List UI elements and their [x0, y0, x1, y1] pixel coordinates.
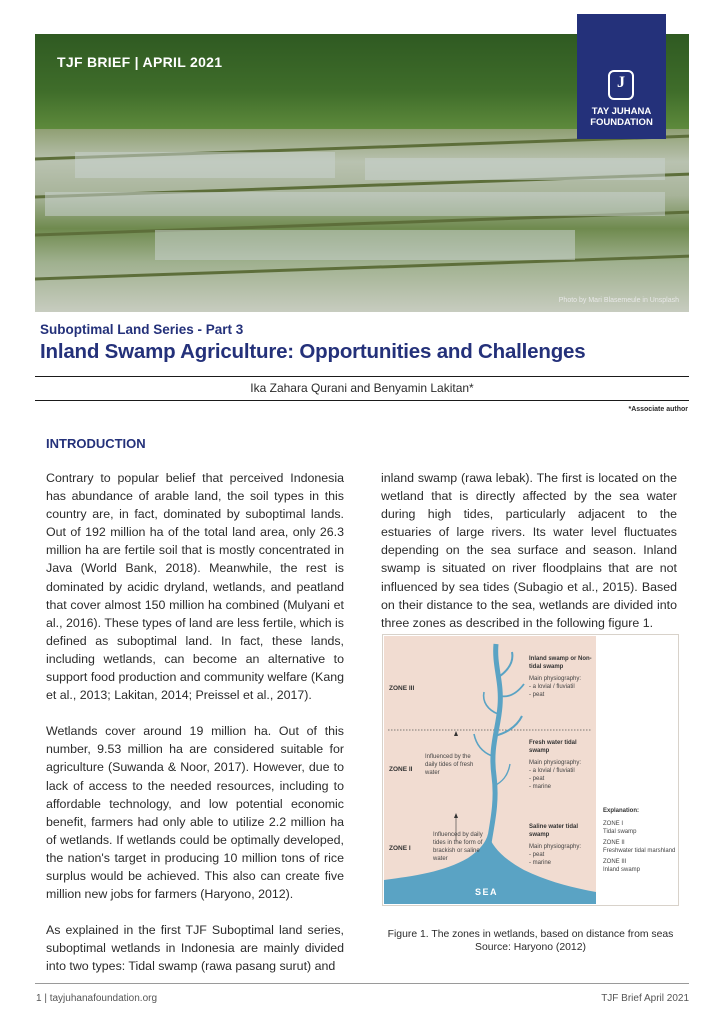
zone3-description: [529, 655, 593, 699]
zone3-phys: Main physiography:: [529, 676, 582, 682]
divider: [35, 376, 689, 377]
wetland-zones-figure: [382, 634, 679, 906]
river-branch: [500, 652, 512, 676]
divider: [35, 400, 689, 401]
paragraph: Contrary to popular belief that perceived Indonesia has abundance of arable land, the soil types in this country are, in fact, dominated by suboptimal lands. Out of 192 million ha of the total land area, only 26.3 million ha are fertile soil that is mostly concentrated in Java (World Bank, 2018). Meanwhile, the rest is dominated by acidic dryland, wetlands, and peatland that cover almost 150 million ha combined (Mulyani et al., 2016). These types of land are less fertile, which is defined as suboptimal land. In fact, these lands, including wetlands, can become an alternative to support food production and community welfare (Kang et al., 2013; Lakitan, 2014; Preissel et al., 2017).: [46, 471, 344, 703]
explanation-zone2: ZONE II Freshwater tidal marshland: [603, 840, 676, 854]
brief-tag: TJF BRIEF | APRIL 2021: [57, 54, 223, 70]
paragraph: Wetlands cover around 19 million ha. Out of this number, 9.53 million ha are considered suitable for agriculture (Suwanda & Noor, 2017). However, due to lack of access to the needed resources, including to affordable technology, and low potential economic benefit, farmers had only able to utilize 2.2 million ha of wetlands. If wetlands could be optimally developed, the nation's target in producing 10 million tons of rice surplus would be achieved. This also can create five million new jobs for farmers (Haryono, 2012).: [46, 724, 344, 902]
paddy-water: [75, 152, 335, 178]
zone2-phys: Main physiography:: [529, 760, 582, 766]
river-branch: [500, 684, 524, 696]
zone3-title: Inland swamp or Non-tidal swamp: [529, 656, 592, 670]
explanation-zone1: ZONE I Tidal swamp: [603, 821, 637, 835]
photo-credit: Photo by Mari Blasemeule in Unsplash: [558, 297, 679, 304]
paragraph: inland swamp (rawa lebak). The first is located on the wetland that is directly affected by the sea water during high tides, particularly adjacent to the estuaries of large rivers. Its water level fluctuates depending on the sea surface and season. Inland swamp is situated on river floodplains that are not influenced by sea tides (Subagio et al., 2015). Based on their distance to the sea, wetlands are divided into three zones as described in the following figure 1.: [381, 471, 677, 630]
sea-label: SEA: [475, 887, 499, 897]
arrow-head: [454, 813, 458, 818]
section-heading: INTRODUCTION: [46, 436, 146, 451]
explanation-zone3: ZONE III Inland swamp: [603, 859, 641, 873]
footer-divider: [35, 983, 689, 984]
zone1-title: Saline water tidal swamp: [529, 824, 579, 838]
logo-letter: J: [617, 74, 625, 91]
author-note: *Associate author: [628, 406, 688, 413]
figure-caption-title: Figure 1. The zones in wetlands, based on distance from seas: [387, 929, 674, 940]
foundation-name-line2: FOUNDATION: [590, 117, 653, 128]
river-branch: [484, 692, 498, 714]
zone1-label: ZONE I: [389, 845, 411, 852]
zone2-items: - a lovial / fluviatil - peat - marine: [529, 768, 575, 790]
footer-brief-label: TJF Brief April 2021: [601, 993, 689, 1004]
paddy-water: [45, 192, 665, 216]
text-column-left: [46, 469, 344, 975]
series-label: Suboptimal Land Series - Part 3: [40, 322, 244, 337]
foundation-name-line1: TAY JUHANA: [591, 106, 652, 117]
figure-caption: [382, 928, 679, 954]
zone2-influence: Influenced by the daily tides of fresh water: [425, 754, 474, 776]
zone2-label: ZONE II: [389, 766, 413, 773]
zone1-influence: Influenced by daily tides in the form of brackish or saline water: [433, 832, 483, 862]
paddy-water: [365, 158, 665, 180]
zone3-label: ZONE III: [389, 685, 415, 692]
foundation-badge: [577, 14, 666, 139]
zone1-description: [529, 823, 593, 867]
zone1-phys: Main physiography:: [529, 844, 582, 850]
page-title: Inland Swamp Agriculture: Opportunities and Challenges: [40, 340, 586, 363]
footer-page-link[interactable]: 1 | tayjuhanafoundation.org: [36, 993, 158, 1004]
paddy-water: [155, 230, 575, 260]
authors-line: Ika Zahara Qurani and Benyamin Lakitan*: [250, 381, 474, 395]
paragraph: As explained in the first TJF Suboptimal land series, suboptimal wetlands in Indonesia are mainly divided into two types: Tidal swamp (rawa pasang surut) and: [46, 923, 344, 974]
foundation-logo-icon: [608, 70, 634, 100]
text-column-right: [381, 469, 677, 632]
river-main: [488, 644, 500, 851]
figure-caption-source: Source: Haryono (2012): [475, 942, 586, 953]
zone2-description: [529, 739, 593, 791]
zone2-title: Fresh water tidal swamp: [529, 740, 577, 754]
arrow-head: [454, 731, 458, 736]
zone1-items: - peat - marine: [529, 852, 552, 866]
explanation-legend: [603, 807, 677, 874]
zone3-items: - a lovial / fluviatil - peat: [529, 684, 575, 698]
explanation-title: Explanation:: [603, 808, 640, 814]
foundation-name: [577, 106, 666, 128]
